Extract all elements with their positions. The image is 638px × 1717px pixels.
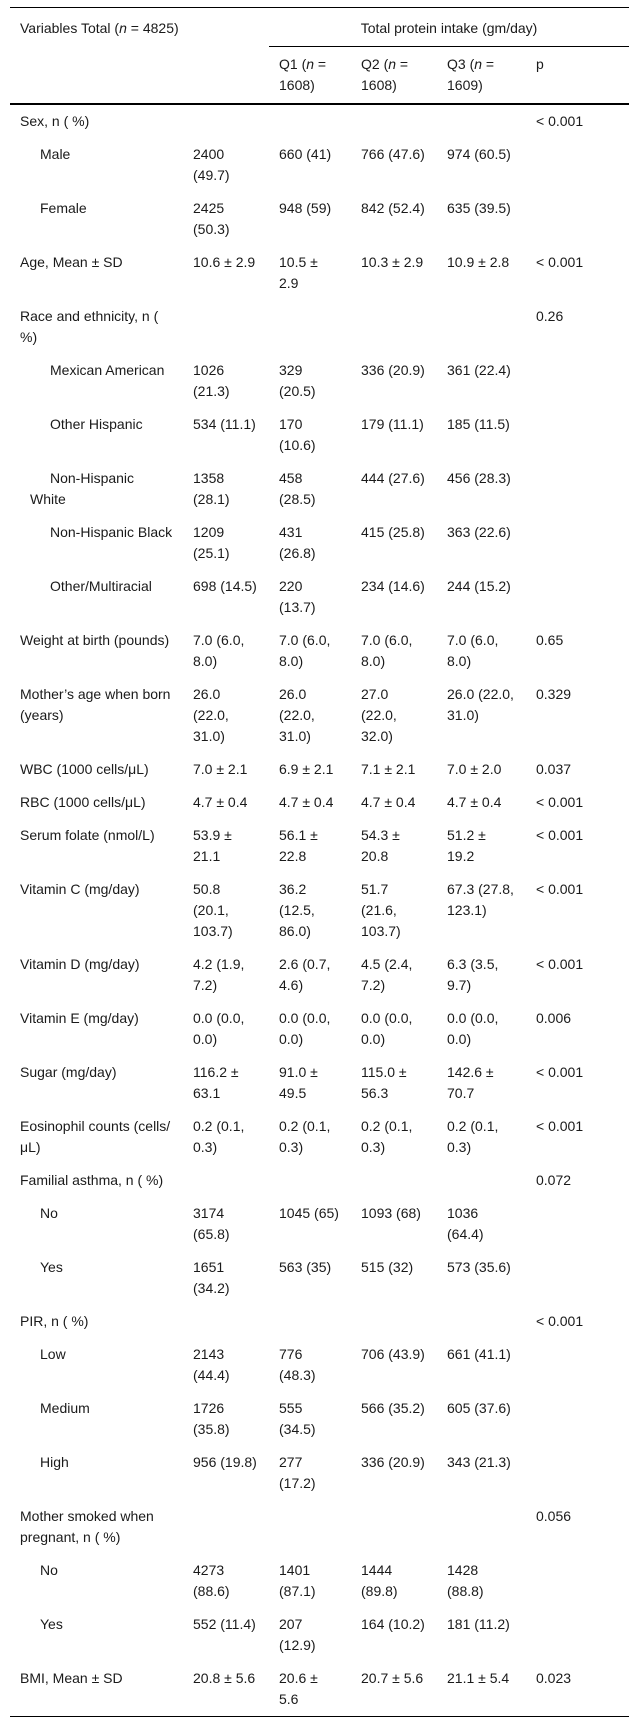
table-row [10, 192, 629, 246]
cell-total: 956 (19.8) [193, 1454, 257, 1470]
cell-label: RBC (1000 cells/μL) [20, 794, 146, 810]
cell-label: Race and ethnicity, n ( %) [20, 308, 159, 345]
cell-label: WBC (1000 cells/μL) [20, 761, 149, 777]
cell-q3: 67.3 (27.8, 123.1) [447, 881, 514, 918]
cell-q1: 0.2 (0.1, 0.3) [279, 1118, 331, 1155]
cell-q3: 26.0 (22.0, 31.0) [447, 686, 514, 723]
cell-q2: 234 (14.6) [361, 578, 425, 594]
table-container [10, 7, 629, 1717]
cell-q2: 7.0 (6.0, 8.0) [361, 632, 413, 669]
cell-p: 0.006 [536, 1010, 572, 1026]
cell-q2: 4.7 ± 0.4 [361, 794, 416, 810]
cell-p [526, 1608, 629, 1662]
cell-q2 [351, 1164, 437, 1197]
protein-intake-group-header: Total protein intake (gm/day) [360, 20, 538, 36]
cell-q3: 7.0 ± 2.0 [447, 761, 502, 777]
table-row [10, 104, 629, 138]
cell-q3: 1428 (88.8) [447, 1562, 484, 1599]
cell-q1: 207 (12.9) [279, 1616, 316, 1653]
cell-q2: 115.0 ± 56.3 [361, 1064, 407, 1101]
cell-label: Mother’s age when born (years) [20, 686, 171, 723]
table-row [10, 354, 629, 408]
table-row [10, 624, 629, 678]
cell-total: 50.8 (20.1, 103.7) [193, 881, 233, 939]
cell-q2: 7.1 ± 2.1 [361, 761, 416, 777]
cell-p: < 0.001 [536, 827, 584, 843]
cell-label: Familial asthma, n ( %) [20, 1172, 164, 1188]
cell-label: Non-Hispanic White [30, 470, 135, 507]
cell-q1: 7.0 (6.0, 8.0) [279, 632, 331, 669]
table-row [10, 1305, 629, 1338]
cell-p: 0.65 [536, 632, 564, 648]
cell-total: 4.7 ± 0.4 [193, 794, 248, 810]
cell-p [526, 462, 629, 516]
cell-p: < 0.001 [536, 794, 584, 810]
cell-q3: 661 (41.1) [447, 1346, 511, 1362]
cell-q2: 444 (27.6) [361, 470, 425, 486]
table-row [10, 246, 629, 300]
cell-p [526, 1446, 629, 1500]
cell-q2: 4.5 (2.4, 7.2) [361, 956, 413, 993]
cell-q3: 10.9 ± 2.8 [447, 254, 510, 270]
table-row [10, 753, 629, 786]
cell-q3: 6.3 (3.5, 9.7) [447, 956, 499, 993]
cell-p: 0.023 [526, 1662, 629, 1717]
cell-p: < 0.001 [536, 1118, 584, 1134]
q3-header: Q3 (n = 1609) [437, 47, 526, 105]
cell-p: 0.056 [536, 1508, 572, 1524]
cell-q1: 776 (48.3) [279, 1346, 316, 1383]
cell-q1: 36.2 (12.5, 86.0) [279, 881, 315, 939]
cell-label: Weight at birth (pounds) [20, 632, 170, 648]
cell-q1 [269, 104, 351, 138]
cell-q1: 6.9 ± 2.1 [279, 761, 334, 777]
cell-q1: 0.0 (0.0, 0.0) [279, 1010, 331, 1047]
cell-q2: 0.2 (0.1, 0.3) [361, 1118, 413, 1155]
cell-total: 1026 (21.3) [193, 362, 230, 399]
cell-q2: 336 (20.9) [361, 1454, 425, 1470]
cell-total: 534 (11.1) [193, 416, 256, 432]
cell-total [183, 1500, 269, 1554]
table-row [10, 1500, 629, 1554]
cell-p: < 0.001 [536, 1313, 584, 1329]
cell-q2: 842 (52.4) [361, 200, 425, 216]
cell-q3: 343 (21.3) [447, 1454, 511, 1470]
cell-p [526, 1554, 629, 1608]
table-row [10, 948, 629, 1002]
cell-label: Yes [40, 1616, 63, 1632]
cell-p [526, 1392, 629, 1446]
cell-q1: 2.6 (0.7, 4.6) [279, 956, 331, 993]
cell-total: 2425 (50.3) [193, 200, 230, 237]
cell-total [183, 104, 269, 138]
cell-label: Eosinophil counts (cells/μL) [20, 1118, 171, 1155]
cell-total: 1651 (34.2) [193, 1259, 230, 1296]
cell-q3: 0.0 (0.0, 0.0) [447, 1010, 499, 1047]
cell-label: Vitamin C (mg/day) [20, 881, 140, 897]
table-body [10, 104, 629, 1717]
cell-label: Vitamin E (mg/day) [20, 1010, 139, 1026]
table-row [10, 1197, 629, 1251]
table-row [10, 570, 629, 624]
table-row [10, 1251, 629, 1305]
cell-q1: 563 (35) [279, 1259, 332, 1275]
table-row [10, 1446, 629, 1500]
table-row [10, 1338, 629, 1392]
cell-p: < 0.001 [536, 956, 584, 972]
cell-label: Other Hispanic [50, 416, 143, 432]
cell-p: < 0.001 [536, 1064, 584, 1080]
cell-q3: 4.7 ± 0.4 [447, 794, 502, 810]
cell-total: 10.6 ± 2.9 [193, 254, 256, 270]
cell-total: 1726 (35.8) [193, 1400, 230, 1437]
table-row [10, 1002, 629, 1056]
cell-label: PIR, n ( %) [20, 1313, 89, 1329]
cell-p [526, 570, 629, 624]
cell-total: 20.8 ± 5.6 [183, 1662, 269, 1717]
cell-p: 0.037 [536, 761, 572, 777]
cell-label: BMI, Mean ± SD [10, 1662, 183, 1717]
cell-q3: 605 (37.6) [447, 1400, 511, 1416]
cell-p: 0.329 [536, 686, 572, 702]
cell-q2: 0.0 (0.0, 0.0) [361, 1010, 413, 1047]
cell-q3: 1036 (64.4) [447, 1205, 484, 1242]
cell-q1 [269, 1164, 351, 1197]
cell-p: < 0.001 [536, 254, 584, 270]
cell-label: Mexican American [50, 362, 165, 378]
cell-q1: 555 (34.5) [279, 1400, 316, 1437]
cell-q2: 27.0 (22.0, 32.0) [361, 686, 397, 744]
table-header [10, 8, 629, 105]
cell-q3: 635 (39.5) [447, 200, 511, 216]
cell-label: High [40, 1454, 69, 1470]
cell-label: Male [40, 146, 71, 162]
cell-p: 0.072 [536, 1172, 572, 1188]
cell-q1: 277 (17.2) [279, 1454, 316, 1491]
cell-q1: 329 (20.5) [279, 362, 316, 399]
cell-p [526, 354, 629, 408]
cell-q3: 7.0 (6.0, 8.0) [447, 632, 499, 669]
table-row [10, 1554, 629, 1608]
cell-q2: 515 (32) [361, 1259, 414, 1275]
cell-p: < 0.001 [536, 113, 584, 129]
q2-header: Q2 (n = 1608) [351, 47, 437, 105]
cell-total: 1358 (28.1) [193, 470, 230, 507]
cell-p [526, 1251, 629, 1305]
cell-total [183, 1305, 269, 1338]
cell-label: No [40, 1562, 58, 1578]
cell-q2: 20.7 ± 5.6 [351, 1662, 437, 1717]
cell-q1 [269, 1305, 351, 1338]
cell-q1: 26.0 (22.0, 31.0) [279, 686, 315, 744]
cell-q1: 4.7 ± 0.4 [279, 794, 334, 810]
cell-q3: 185 (11.5) [447, 416, 510, 432]
cell-q2: 706 (43.9) [361, 1346, 425, 1362]
cell-q3: 142.6 ± 70.7 [447, 1064, 494, 1101]
cell-p: < 0.001 [536, 881, 584, 897]
cell-label: Other/Multiracial [50, 578, 152, 594]
cell-label: Medium [40, 1400, 90, 1416]
p-header: p [526, 47, 629, 105]
cell-q2 [351, 104, 437, 138]
cell-q2: 1093 (68) [361, 1205, 421, 1221]
cell-q1 [269, 1500, 351, 1554]
cell-q1: 56.1 ± 22.8 [279, 827, 318, 864]
cell-total: 1209 (25.1) [193, 524, 230, 561]
cell-p [526, 516, 629, 570]
table-row [10, 1056, 629, 1110]
cell-q2: 336 (20.9) [361, 362, 425, 378]
cell-label: No [40, 1205, 58, 1221]
cell-label: Serum folate (nmol/L) [20, 827, 155, 843]
cell-q2 [351, 1500, 437, 1554]
cell-q3: 361 (22.4) [447, 362, 511, 378]
cell-total: 53.9 ± 21.1 [193, 827, 232, 864]
table-row [10, 678, 629, 753]
table-row [10, 1110, 629, 1164]
cell-label: Mother smoked when pregnant, n ( %) [20, 1508, 154, 1545]
cell-label: Non-Hispanic Black [50, 524, 173, 540]
cell-total: 4.2 (1.9, 7.2) [193, 956, 245, 993]
cell-label: Low [40, 1346, 66, 1362]
cell-total: 7.0 ± 2.1 [193, 761, 248, 777]
cell-q3 [437, 104, 526, 138]
cell-total: 7.0 (6.0, 8.0) [193, 632, 245, 669]
cell-p [526, 1197, 629, 1251]
table-row [10, 462, 629, 516]
cell-q3: 51.2 ± 19.2 [447, 827, 486, 864]
table-row [10, 786, 629, 819]
cell-q1: 20.6 ± 5.6 [269, 1662, 351, 1717]
cell-q2: 10.3 ± 2.9 [361, 254, 424, 270]
cell-q2: 51.7 (21.6, 103.7) [361, 881, 401, 939]
cell-q1: 220 (13.7) [279, 578, 316, 615]
cell-q1: 1045 (65) [279, 1205, 339, 1221]
cell-q2: 1444 (89.8) [361, 1562, 398, 1599]
cell-q2: 164 (10.2) [361, 1616, 425, 1632]
cell-q1: 10.5 ± 2.9 [279, 254, 318, 291]
cell-q3: 363 (22.6) [447, 524, 511, 540]
cell-total: 698 (14.5) [193, 578, 257, 594]
table-row [10, 408, 629, 462]
cell-total: 2143 (44.4) [193, 1346, 230, 1383]
cell-q3 [437, 1500, 526, 1554]
cell-q1: 431 (26.8) [279, 524, 316, 561]
cell-total: 4273 (88.6) [193, 1562, 230, 1599]
cell-total: 3174 (65.8) [193, 1205, 230, 1242]
cell-total: 552 (11.4) [193, 1616, 256, 1632]
table-row [10, 1164, 629, 1197]
cell-total: 0.2 (0.1, 0.3) [193, 1118, 245, 1155]
cell-q1: 948 (59) [279, 200, 332, 216]
cell-label: Sex, n ( %) [20, 113, 90, 129]
cell-q1: 458 (28.5) [279, 470, 316, 507]
cell-p [526, 408, 629, 462]
cell-total [183, 300, 269, 354]
header-row-1 [10, 8, 629, 47]
cell-label: Female [40, 200, 87, 216]
cell-q1: 660 (41) [279, 146, 332, 162]
cell-q3 [437, 1164, 526, 1197]
protein-intake-table [10, 7, 629, 1717]
cell-q3: 244 (15.2) [447, 578, 511, 594]
q1-header: Q1 (n = 1608) [269, 47, 351, 105]
cell-q2: 54.3 ± 20.8 [361, 827, 400, 864]
cell-q3: 974 (60.5) [447, 146, 511, 162]
table-row [10, 300, 629, 354]
cell-label: Age, Mean ± SD [20, 254, 123, 270]
cell-p [526, 192, 629, 246]
cell-q3: 181 (11.2) [447, 1616, 510, 1632]
table-row [10, 138, 629, 192]
cell-q3: 573 (35.6) [447, 1259, 511, 1275]
cell-q1: 1401 (87.1) [279, 1562, 316, 1599]
cell-q3: 21.1 ± 5.4 [437, 1662, 526, 1717]
cell-total: 0.0 (0.0, 0.0) [193, 1010, 245, 1047]
cell-q1: 170 (10.6) [279, 416, 316, 453]
cell-p [526, 1338, 629, 1392]
cell-p: 0.26 [536, 308, 564, 324]
table-row [10, 873, 629, 948]
cell-q2 [351, 1305, 437, 1338]
cell-q1: 91.0 ± 49.5 [279, 1064, 318, 1101]
cell-q2: 415 (25.8) [361, 524, 425, 540]
variables-header: Variables Total (n = 4825) [20, 20, 179, 36]
cell-label: Sugar (mg/day) [20, 1064, 117, 1080]
table-row [10, 1662, 629, 1717]
cell-q3 [437, 1305, 526, 1338]
table-row [10, 1392, 629, 1446]
cell-total: 26.0 (22.0, 31.0) [193, 686, 229, 744]
cell-p [526, 138, 629, 192]
cell-q3: 0.2 (0.1, 0.3) [447, 1118, 499, 1155]
header-row-2 [10, 47, 629, 105]
cell-total: 2400 (49.7) [193, 146, 230, 183]
table-row [10, 1608, 629, 1662]
cell-total: 116.2 ± 63.1 [193, 1064, 239, 1101]
cell-q2: 179 (11.1) [361, 416, 424, 432]
cell-total [183, 1164, 269, 1197]
cell-label: Vitamin D (mg/day) [20, 956, 140, 972]
cell-q1 [269, 300, 351, 354]
cell-q3 [437, 300, 526, 354]
cell-q2: 566 (35.2) [361, 1400, 425, 1416]
table-row [10, 819, 629, 873]
table-row [10, 516, 629, 570]
cell-label: Yes [40, 1259, 63, 1275]
cell-q2 [351, 300, 437, 354]
cell-q3: 456 (28.3) [447, 470, 511, 486]
cell-q2: 766 (47.6) [361, 146, 425, 162]
